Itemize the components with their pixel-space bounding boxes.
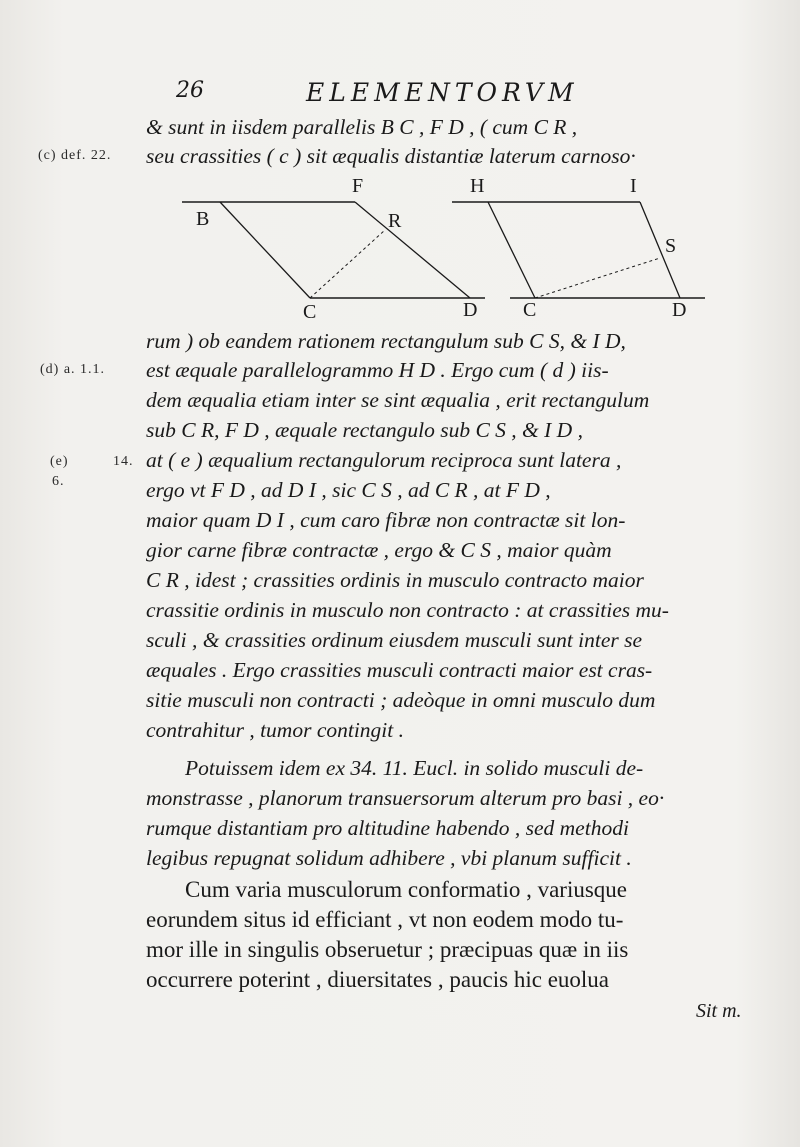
figure-label-d: D xyxy=(463,299,478,320)
margin-note: 6. xyxy=(52,474,65,489)
figure-label-h: H xyxy=(470,175,485,197)
body-line: rumque distantiam pro altitudine habendo , sed methodi xyxy=(146,816,629,840)
body-line: eorundem situs id efficiant , vt non eodem modo tu- xyxy=(146,907,624,932)
figure-label-r: R xyxy=(388,210,402,232)
body-line: Cum varia musculorum conformatio , variusque xyxy=(185,877,628,902)
margin-note: (c) def. 22. xyxy=(38,148,112,163)
body-line: & sunt in iisdem parallelis B C , F D , ( cum C R , xyxy=(146,115,578,139)
figure-label-i: I xyxy=(630,175,637,197)
body-line: rum ) ob eandem rationem rectangulum sub C S, & I D, xyxy=(146,329,626,353)
figure-line-hc xyxy=(488,202,535,298)
body-line: dem æqualia etiam inter se sint æqualia , erit rectangulum xyxy=(146,388,650,412)
body-line: at ( e ) æqualium rectangulorum reciproca sunt latera , xyxy=(146,448,622,472)
body-line: mor ille in singulis obseruetur ; præcipuas quæ in iis xyxy=(146,937,629,962)
figure-label-d-2: D xyxy=(672,299,687,320)
body-line: sub C R, F D , æquale rectangulo sub C S , & I D , xyxy=(146,418,583,442)
body-line: Potuissem idem ex 34. 11. Eucl. in solido musculi de- xyxy=(185,756,644,780)
body-line: ergo vt F D , ad D I , sic C S , ad C R , at F D , xyxy=(146,478,551,502)
figure-label-s: S xyxy=(665,235,677,257)
body-line: seu crassities ( c ) sit æqualis distantiæ laterum carnoso· xyxy=(146,144,636,168)
margin-note: 14. xyxy=(113,454,134,469)
body-line: occurrere poterint , diuersitates , paucis hic euolua xyxy=(146,967,610,992)
figure-label-c-2: C xyxy=(523,299,537,320)
body-line: est æquale parallelogrammo H D . Ergo cum ( d ) iis- xyxy=(146,358,609,382)
page-number: 26 xyxy=(176,78,204,103)
body-line: gior carne fibræ contractæ , ergo & C S , maior quàm xyxy=(146,538,612,562)
body-line: legibus repugnat solidum adhibere , vbi planum sufficit . xyxy=(146,846,632,870)
running-title: ELEMENTORVM xyxy=(306,78,579,107)
body-line: contrahitur , tumor contingit . xyxy=(146,718,404,742)
body-line: C R , idest ; crassities ordinis in musculo contracto maior xyxy=(146,568,644,592)
margin-note: (e) xyxy=(50,454,69,469)
body-line: maior quam D I , cum caro fibræ non contractæ sit lon- xyxy=(146,508,626,532)
margin-note: (d) a. 1.1. xyxy=(40,362,106,377)
figure-label-b: B xyxy=(196,208,210,230)
figure-label-f: F xyxy=(352,175,364,197)
page-header xyxy=(0,78,800,108)
geometric-figure xyxy=(170,170,720,320)
figure-label-c: C xyxy=(303,301,317,320)
figure-line-bc xyxy=(220,202,310,298)
body-line: sitie musculi non contracti ; adeòque in omni musculo dum xyxy=(146,688,656,712)
figure-line-cs xyxy=(535,258,660,298)
catchword: Sit m. xyxy=(696,1000,742,1022)
body-line: monstrasse , planorum transuersorum alterum pro basi , eo· xyxy=(146,786,665,810)
body-line: sculi , & crassities ordinum eiusdem musculi sunt inter se xyxy=(146,628,643,652)
body-line: æquales . Ergo crassities musculi contracti maior est cras- xyxy=(146,658,653,682)
body-line: crassitie ordinis in musculo non contracto : at crassities mu- xyxy=(146,598,669,622)
figure-line-cr xyxy=(310,230,385,298)
figure-line-fd xyxy=(355,202,470,298)
